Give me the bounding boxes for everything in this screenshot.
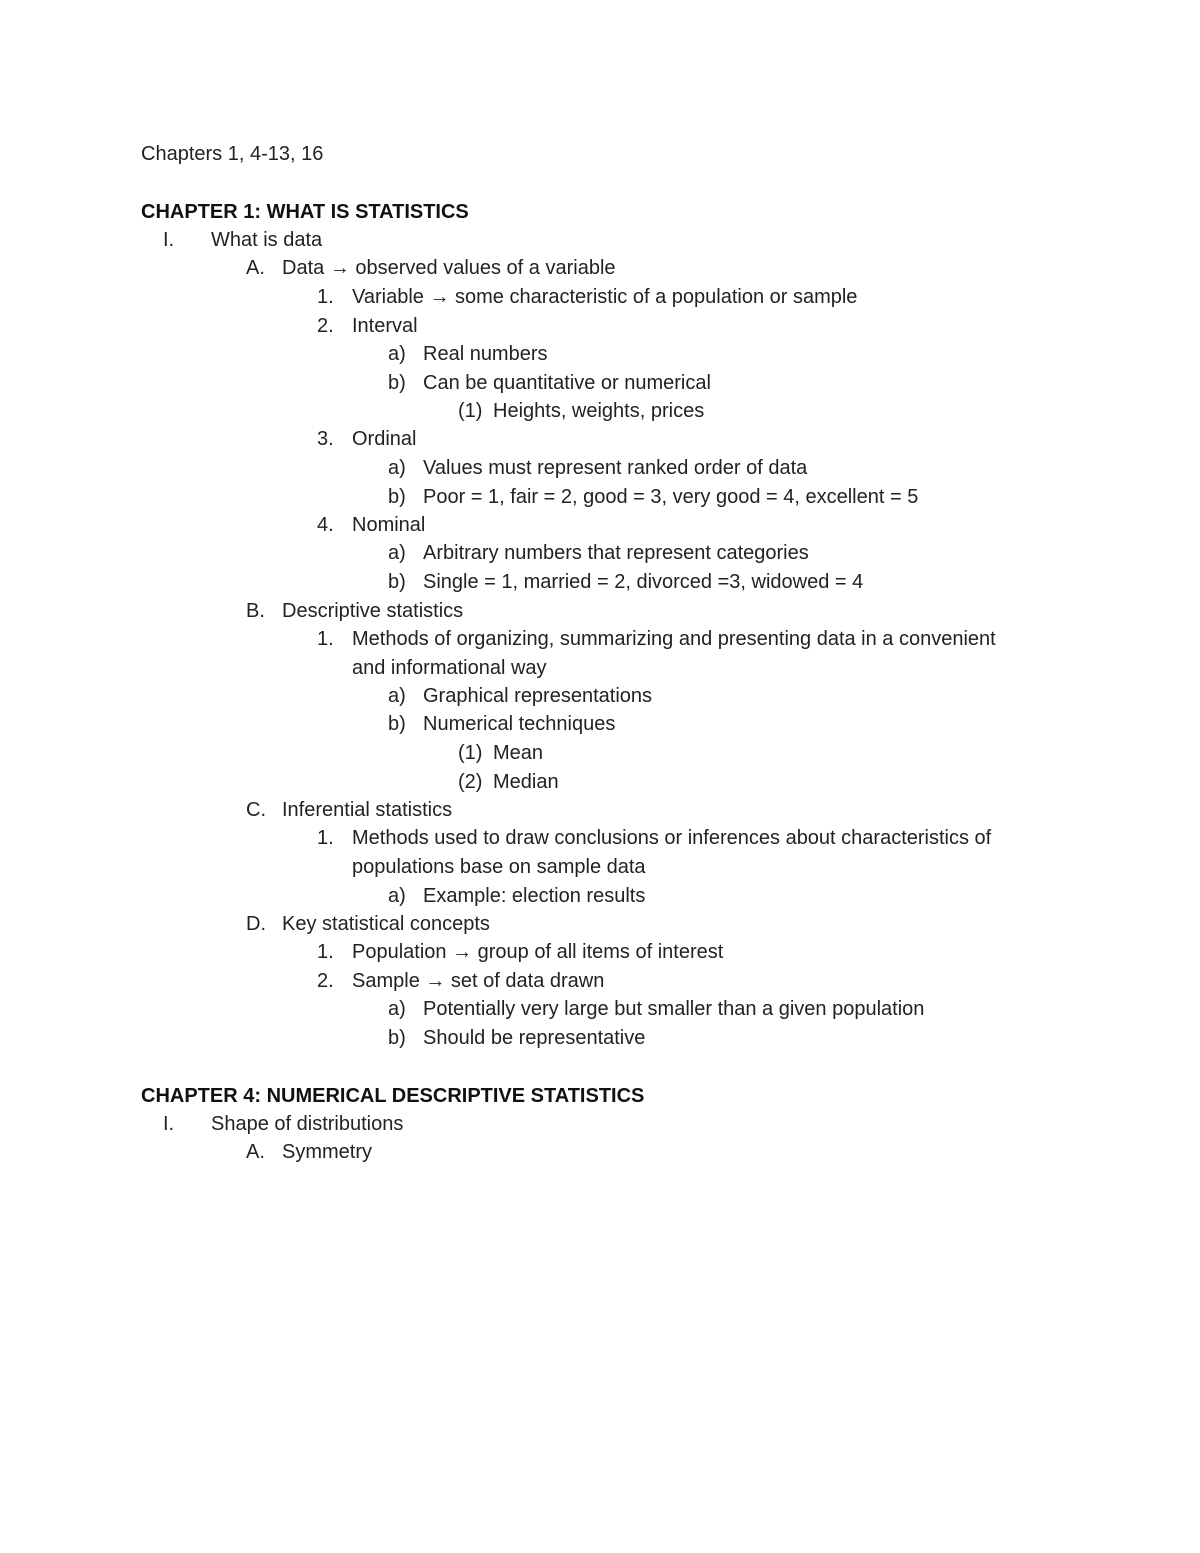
outline-text: Median bbox=[493, 771, 559, 793]
outline-text: Descriptive statistics bbox=[282, 600, 464, 622]
outline-text: Key statistical concepts bbox=[282, 913, 490, 935]
outline-text: Population → group of all items of interest bbox=[352, 941, 724, 963]
outline-text: Example: election results bbox=[423, 885, 646, 907]
outline-marker: B. bbox=[246, 600, 265, 622]
outline-text: Mean bbox=[493, 742, 544, 764]
outline-marker: b) bbox=[388, 571, 406, 593]
outline-text: Variable → some characteristic of a population or sample bbox=[352, 286, 858, 308]
outline-text: and informational way bbox=[352, 657, 547, 679]
outline-marker: b) bbox=[388, 372, 406, 394]
outline-marker: 1. bbox=[317, 286, 334, 308]
outline-text: Can be quantitative or numerical bbox=[423, 372, 711, 394]
outline-text: Real numbers bbox=[423, 343, 548, 365]
chapter-heading: CHAPTER 4: NUMERICAL DESCRIPTIVE STATISTICS bbox=[141, 1085, 645, 1107]
outline-marker: D. bbox=[246, 913, 266, 935]
outline-marker: 1. bbox=[317, 941, 334, 963]
outline-marker: I. bbox=[163, 229, 175, 251]
outline-marker: a) bbox=[388, 542, 406, 564]
outline-text: Nominal bbox=[352, 514, 426, 536]
outline-text: Graphical representations bbox=[423, 685, 653, 707]
outline-marker: a) bbox=[388, 998, 406, 1020]
outline-marker: (1) bbox=[458, 400, 483, 422]
outline-text: Single = 1, married = 2, divorced =3, widowed = 4 bbox=[423, 571, 864, 593]
document-subtitle: Chapters 1, 4-13, 16 bbox=[141, 143, 324, 165]
outline-marker: a) bbox=[388, 457, 406, 479]
outline-marker: A. bbox=[246, 1141, 265, 1163]
outline-marker: (1) bbox=[458, 742, 483, 764]
outline-marker: b) bbox=[388, 713, 406, 735]
outline-text: Values must represent ranked order of data bbox=[423, 457, 808, 479]
outline-marker: 4. bbox=[317, 514, 334, 536]
outline-marker: 2. bbox=[317, 315, 334, 337]
outline-marker: 1. bbox=[317, 628, 334, 650]
outline-marker: b) bbox=[388, 486, 406, 508]
outline-text: Poor = 1, fair = 2, good = 3, very good = 4, excellent = 5 bbox=[423, 486, 919, 508]
outline-text: populations base on sample data bbox=[352, 856, 646, 878]
outline-marker: A. bbox=[246, 257, 265, 279]
outline-text: Should be representative bbox=[423, 1027, 646, 1049]
outline-text: Symmetry bbox=[282, 1141, 372, 1163]
outline-marker: b) bbox=[388, 1027, 406, 1049]
outline-text: Potentially very large but smaller than a given population bbox=[423, 998, 925, 1020]
outline-marker: a) bbox=[388, 685, 406, 707]
outline-marker: a) bbox=[388, 885, 406, 907]
outline-text: Heights, weights, prices bbox=[493, 400, 705, 422]
outline-text: Numerical techniques bbox=[423, 713, 616, 735]
outline-marker: (2) bbox=[458, 771, 483, 793]
chapter-heading: CHAPTER 1: WHAT IS STATISTICS bbox=[141, 201, 469, 223]
outline-text: Ordinal bbox=[352, 428, 417, 450]
outline-text: What is data bbox=[211, 229, 323, 251]
outline-text: Methods used to draw conclusions or inferences about characteristics of bbox=[352, 827, 992, 849]
outline-marker: 1. bbox=[317, 827, 334, 849]
outline-text: Arbitrary numbers that represent categories bbox=[423, 542, 809, 564]
outline-marker: 3. bbox=[317, 428, 334, 450]
outline-marker: 2. bbox=[317, 970, 334, 992]
outline-text: Inferential statistics bbox=[282, 799, 453, 821]
outline-marker: C. bbox=[246, 799, 266, 821]
outline-text: Sample → set of data drawn bbox=[352, 970, 605, 992]
outline-marker: I. bbox=[163, 1113, 175, 1135]
outline-text: Methods of organizing, summarizing and presenting data in a convenient bbox=[352, 628, 996, 650]
outline-text: Shape of distributions bbox=[211, 1113, 404, 1135]
outline-text: Data → observed values of a variable bbox=[282, 257, 616, 279]
outline-marker: a) bbox=[388, 343, 406, 365]
outline-text: Interval bbox=[352, 315, 418, 337]
